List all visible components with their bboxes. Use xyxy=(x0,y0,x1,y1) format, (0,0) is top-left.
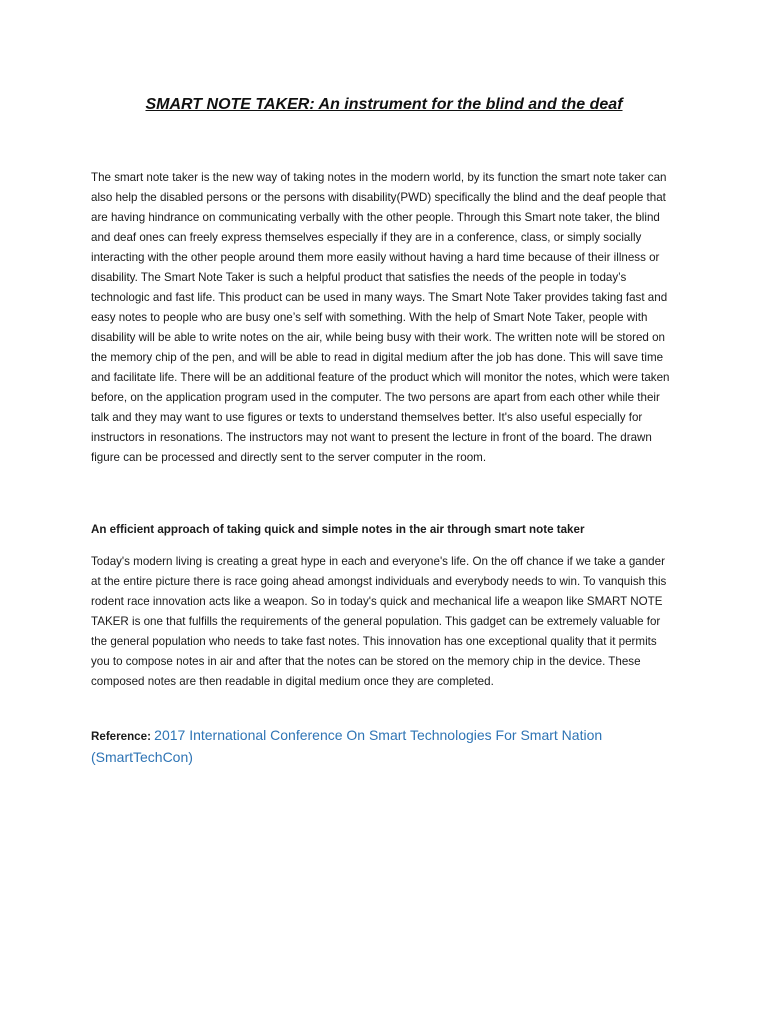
intro-paragraph: The smart note taker is the new way of taking notes in the modern world, by its function the smart note taker can also help the disabled persons or the persons with disability(PWD) specifically the blind and the deaf people that are having hindrance on communicating verbally with the other people. Through this Smart note taker, the blind and deaf ones can freely express themselves especially if they are in a conference, class, or simply socially interacting with the other people around them more easily without having a hard time because of their illness or disability. The Smart Note Taker is such a helpful product that satisfies the needs of the people in today’s technologic and fast life. This product can be used in many ways. The Smart Note Taker provides taking fast and easy notes to people who are busy one’s self with something. With the help of Smart Note Taker, people with disability will be able to write notes on the air, while being busy with their work. The written note will be stored on the memory chip of the pen, and will be able to read in digital medium after the job has done. This will save time and facilitate life. There will be an additional feature of the product which will monitor the notes, which were taken before, on the application program used in the computer. The two persons are apart from each other while their talk and they may want to use figures or texts to understand themselves better. It's also useful especially for instructors in resonations. The instructors may not want to present the lecture in front of the board. The drawn figure can be processed and directly sent to the server computer in the room. xyxy=(91,171,670,464)
reference-block xyxy=(91,725,691,768)
reference-label: Reference: xyxy=(91,730,155,743)
reference-link[interactable]: 2017 International Conference On Smart Technologies For Smart Nation (SmartTechCon) xyxy=(91,727,603,765)
second-paragraph: Today's modern living is creating a great hype in each and everyone's life. On the off chance if we take a gander at the entire picture there is race going ahead amongst individuals and everybody needs to win. To vanquish this rodent race innovation acts like a weapon. So in today's quick and mechanical life a weapon like SMART NOTE TAKER is one that fulfills the requirements of the general population. This gadget can be extremely valuable for the general population who needs to take fast notes. This innovation has one exceptional quality that it permits you to compose notes in air and after that the notes can be stored on the memory chip in the device. These composed notes are then readable in digital medium once they are completed. xyxy=(91,555,667,688)
section-subheading: An efficient approach of taking quick and simple notes in the air through smart note taker xyxy=(91,523,585,536)
document-title: SMART NOTE TAKER: An instrument for the blind and the deaf xyxy=(145,96,623,113)
